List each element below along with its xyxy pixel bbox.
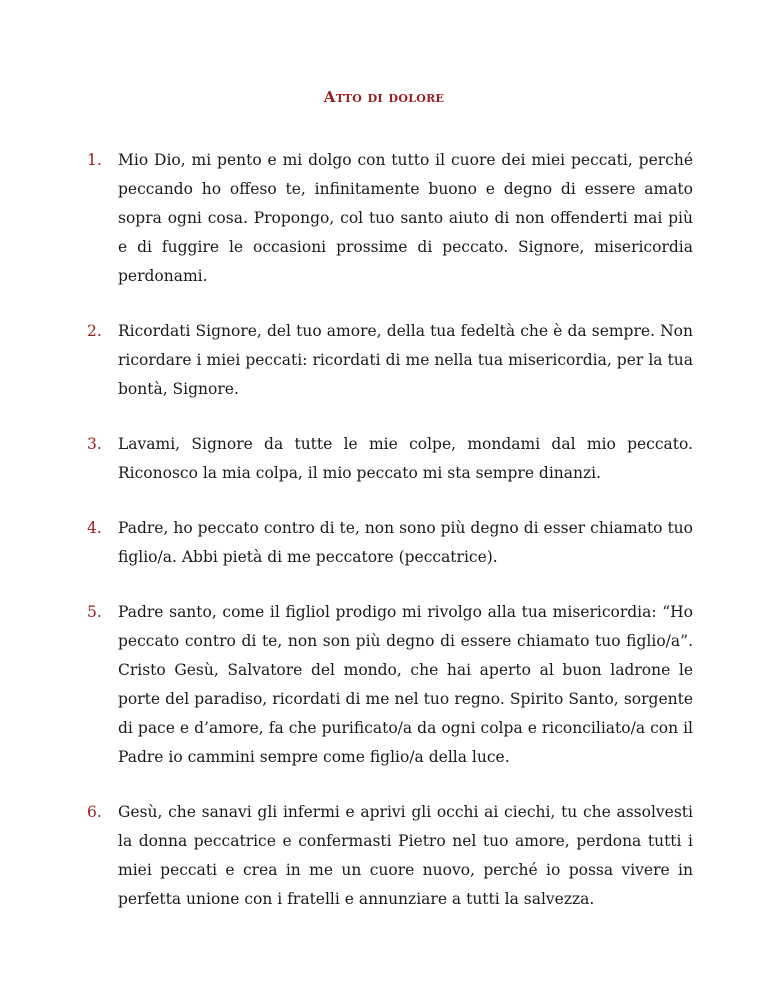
page-title: Atto di dolore <box>323 88 445 106</box>
list-item <box>87 430 693 488</box>
list-item-text: Mio Dio, mi pento e mi dolgo con tutto il cuore dei miei peccati, perché peccando ho offeso te, infinitamente buono e degno di essere amato sopra ogni cosa. Propongo, col tuo santo aiuto di non offenderti mai più e di fuggire le occasioni prossime di peccato. Signore, misericordia perdonami. <box>118 151 693 285</box>
list-item <box>87 317 693 404</box>
list-item <box>87 514 693 572</box>
list-item <box>87 598 693 772</box>
list-item-text: Lavami, Signore da tutte le mie colpe, mondami dal mio peccato. Riconosco la mia colpa, il mio peccato mi sta sempre dinanzi. <box>118 435 693 482</box>
list-item-number: 3. <box>87 435 102 453</box>
list-item-number: 6. <box>87 803 102 821</box>
list-item-text: Padre santo, come il figliol prodigo mi rivolgo alla tua misericordia: “Ho peccato contro di te, non son più degno di essere chiamato tuo figlio/a”. Cristo Gesù, Salvatore del mondo, che hai aperto al buon ladrone le porte del paradiso, ricordati di me nel tuo regno. Spirito Santo, sorgente di pace e d’amore, fa che purificato/a da ogni colpa e riconciliato/a con il Padre io cammini sempre come figlio/a della luce. <box>118 603 693 766</box>
list-item-number: 1. <box>87 151 102 169</box>
list-item <box>87 798 693 914</box>
list-item-text: Gesù, che sanavi gli infermi e aprivi gli occhi ai ciechi, tu che assolvesti la donna peccatrice e confermasti Pietro nel tuo amore, perdona tutti i miei peccati e crea in me un cuore nuovo, perché io possa vivere in perfetta unione con i fratelli e annunziare a tutti la salvezza. <box>118 803 693 908</box>
list-item-text: Padre, ho peccato contro di te, non sono più degno di esser chiamato tuo figlio/a. Abbi pietà di me peccatore (peccatrice). <box>118 519 693 566</box>
list-item-number: 2. <box>87 322 102 340</box>
prayer-list <box>87 146 693 940</box>
list-item-number: 5. <box>87 603 102 621</box>
list-item-text: Ricordati Signore, del tuo amore, della tua fedeltà che è da sempre. Non ricordare i miei peccati: ricordati di me nella tua misericordia, per la tua bontà, Signore. <box>118 322 693 398</box>
list-item-number: 4. <box>87 519 102 537</box>
list-item <box>87 146 693 291</box>
